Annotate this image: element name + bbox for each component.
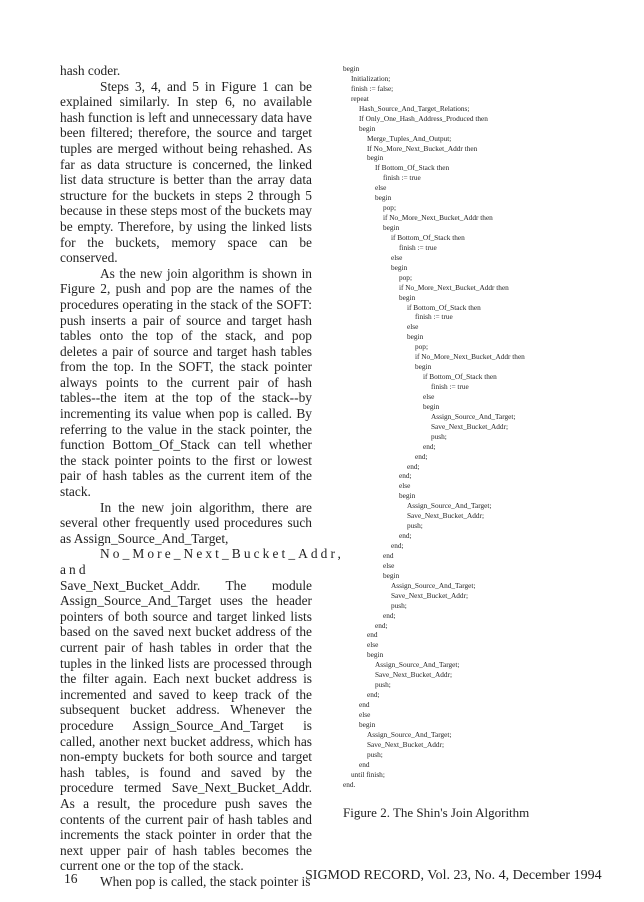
code-line: end bbox=[367, 630, 378, 640]
code-line: else bbox=[359, 709, 371, 719]
code-line: Hash_Source_And_Target_Relations; bbox=[359, 103, 470, 113]
code-line: If Bottom_Of_Stack then bbox=[375, 163, 450, 173]
paragraph: As the new join algorithm is shown in Figure 2, push and pop are the names of the procedures operating in the stack of the SOFT: push inserts a pair of source and target hash tables onto the top of the stack, and pop deletes a pair of source and target hash tables from the top. In the SOFT, the stack pointer always points to the current pair of hash tables--the item at the top of the stack--by incrementing its value when pop is called. By referring to the value in the stack pointer, the function Bottom_Of_Stack can tell whether the stack pointer points to the first or lowest pair of hash tables as the current item of the stack. bbox=[60, 265, 312, 500]
code-line: If Only_One_Hash_Address_Produced then bbox=[359, 113, 488, 123]
code-line: else bbox=[423, 391, 435, 401]
code-line: Initialization; bbox=[351, 73, 391, 83]
code-line: else bbox=[367, 640, 379, 650]
journal-footer: SIGMOD RECORD, Vol. 23, No. 4, December 1994 bbox=[305, 868, 602, 883]
code-line: end bbox=[383, 550, 394, 560]
paragraph-part-spaced: No_More_Next_Bucket_Addr, and bbox=[60, 546, 344, 577]
code-line: finish := false; bbox=[351, 83, 394, 93]
code-line: Save_Next_Bucket_Addr; bbox=[375, 670, 453, 680]
code-line: else bbox=[399, 481, 411, 491]
code-line: finish := true bbox=[415, 312, 453, 322]
code-line: repeat bbox=[351, 93, 369, 103]
code-line: push; bbox=[367, 749, 383, 759]
code-line: begin bbox=[399, 292, 416, 302]
code-line: begin bbox=[415, 362, 432, 372]
code-line: finish := true bbox=[431, 382, 469, 391]
code-line: pop; bbox=[383, 203, 396, 213]
code-line: Save_Next_Bucket_Addr; bbox=[391, 590, 469, 600]
figure-caption: Figure 2. The Shin's Join Algorithm bbox=[343, 805, 530, 820]
code-line: begin bbox=[423, 401, 440, 411]
code-line: pop; bbox=[399, 272, 412, 282]
code-line: Assign_Source_And_Target; bbox=[391, 580, 476, 590]
code-line: if No_More_Next_Bucket_Addr then bbox=[415, 352, 525, 362]
code-line: if No_More_Next_Bucket_Addr then bbox=[383, 213, 493, 223]
code-line: finish := true bbox=[399, 242, 437, 252]
code-line: Save_Next_Bucket_Addr; bbox=[407, 511, 485, 521]
code-line: if Bottom_Of_Stack then bbox=[391, 232, 465, 242]
paragraph: Steps 3, 4, and 5 in Figure 1 can be explained similarly. In step 6, no available hash function is left and unnecessary data have been filtered; therefore, the source and target tuples are merged without being rehashed. As far as data structure is concerned, the linked list data structure is better than the array data structure for the buckets in steps 2 through 5 because in these steps most of the buckets may be empty. Therefore, by using the linked lists for the buckets, memory space can be conserved. bbox=[60, 78, 312, 266]
page-number: 16 bbox=[64, 871, 78, 886]
code-line: begin bbox=[383, 570, 400, 580]
code-line: begin bbox=[391, 262, 408, 272]
code-line: begin bbox=[359, 123, 376, 133]
code-line: begin bbox=[343, 64, 360, 73]
code-line: end; bbox=[399, 471, 412, 481]
body-text-column bbox=[60, 63, 344, 889]
code-line: Assign_Source_And_Target; bbox=[407, 501, 492, 511]
paragraph: hash coder. bbox=[60, 63, 121, 78]
code-line: if No_More_Next_Bucket_Addr then bbox=[399, 282, 509, 292]
code-line: else bbox=[375, 183, 387, 193]
code-line: push; bbox=[375, 680, 391, 690]
code-line: end. bbox=[343, 779, 356, 789]
code-line: begin bbox=[367, 153, 384, 163]
code-line: begin bbox=[399, 491, 416, 501]
code-line: Assign_Source_And_Target; bbox=[431, 411, 516, 421]
paragraph: When pop is called, the stack pointer is bbox=[100, 873, 311, 889]
code-line: end; bbox=[367, 690, 380, 700]
code-line: end; bbox=[391, 541, 404, 550]
code-line: push; bbox=[407, 521, 423, 531]
algorithm-listing bbox=[343, 64, 525, 789]
paragraph-part: Save_Next_Bucket_Addr. The module Assign_Source_And_Target uses the header pointers of both source and target linked lists based on the saved next bucket address of the current pair of hash tables in order that the tuples in the linked lists are processed through the filter again. Each next bucket address is incremented and saved to keep track of the subsequent bucket address. Whenever the procedure Assign_Source_And_Target is called, another next bucket address, which has non-empty buckets for both source and target hash tables, is found and saved by the procedure termed Save_Next_Bucket_Addr. As a result, the procedure push saves the contents of the current pair of hash tables and increments the stack pointer in order that the next upper pair of hash tables becomes the current one or the top of the stack. bbox=[60, 577, 312, 874]
code-line: begin bbox=[407, 332, 424, 342]
code-line: push; bbox=[391, 600, 407, 610]
code-line: Assign_Source_And_Target; bbox=[375, 660, 460, 670]
code-line: If No_More_Next_Bucket_Addr then bbox=[367, 143, 478, 153]
code-line: Merge_Tuples_And_Output; bbox=[367, 133, 452, 143]
code-line: else bbox=[407, 322, 419, 332]
paragraph-part: In the new join algorithm, there are several other frequently used procedures such as Assign_Source_And_Target, bbox=[60, 499, 312, 546]
paragraph bbox=[60, 499, 344, 874]
code-line: if Bottom_Of_Stack then bbox=[407, 302, 481, 312]
code-line: end; bbox=[383, 610, 396, 620]
code-line: begin bbox=[375, 193, 392, 203]
code-line: end; bbox=[407, 461, 420, 471]
code-line: end; bbox=[399, 531, 412, 541]
code-line: end bbox=[359, 700, 370, 709]
code-line: Assign_Source_And_Target; bbox=[367, 729, 452, 739]
code-line: Save_Next_Bucket_Addr; bbox=[367, 739, 445, 749]
code-line: begin bbox=[359, 719, 376, 729]
code-line: begin bbox=[383, 223, 400, 232]
code-line: else bbox=[391, 252, 403, 262]
code-line: end bbox=[359, 759, 370, 769]
code-line: end; bbox=[415, 451, 428, 461]
code-line: Save_Next_Bucket_Addr; bbox=[431, 421, 509, 431]
code-line: end; bbox=[375, 620, 388, 630]
code-line: finish := true bbox=[383, 173, 421, 183]
code-line: else bbox=[383, 560, 395, 570]
code-line: push; bbox=[431, 431, 447, 441]
code-line: end; bbox=[423, 441, 436, 451]
code-line: pop; bbox=[415, 342, 428, 352]
code-line: begin bbox=[367, 650, 384, 660]
code-line: if Bottom_Of_Stack then bbox=[423, 372, 497, 382]
code-line: until finish; bbox=[351, 769, 385, 779]
